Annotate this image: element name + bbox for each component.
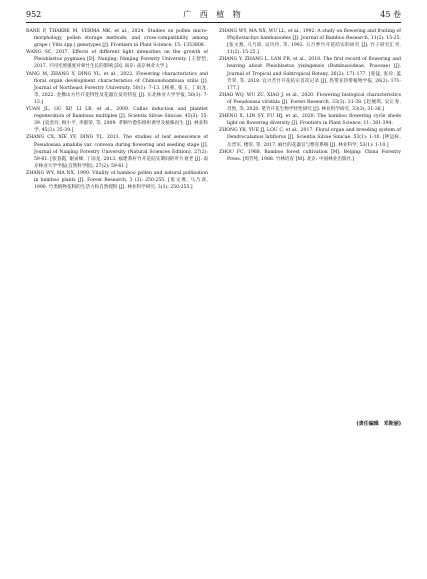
page-header [26,8,401,23]
reference-entry: ZHENG X, LIN SY, FU HJ, et al., 2020. The bamboo flowering cycle sheds light on flowering diversity [J]. Frontiers in Plant Science, 11: 381-394. [219,114,401,127]
reference-entry: WANG SC, 2017. Effects of different light intensities on the growth of Pleioblastus pygmaea [D]. Nanjing: Nanjing Forestry University. [王舒恺, 2017. 不同光照强度对翠竹生长的影响 [D]. 南京: 南京林业大学.] [26,50,208,70]
reference-entry: ZHOU FC, 1988. Bamboo forest cultivation [M]. Beijing: China Forestry Press. [周芳纯, 1988. 竹林培育 [M]. 北京: 中国林业出版社.] [219,149,401,162]
reference-entry: ZHONG YB, YUE JJ, LOU C, et al., 2017. Floral organ and breeding system of Dendrocalamus latiflorus [J]. Scientia Silvae Sinicae, 53(1): 1-10. [钟远标, 岳晋军, 楼崇, 等, 2017. 麻竹的花器官与繁育系统 [J]. 林业科学, 53(1): 1-10.] [219,128,401,148]
reference-entry: RANE P, THAKRE M, VERMA MK, et al., 2024. Studies on pollen micro-morphology, pollen storage methods, and cross-compatibility among grape ( Vitis spp.) genotypes [J]. Frontiers in Plant Science, 15: 1353808. [26,29,208,49]
references-left-column [26,28,208,191]
responsible-editor-note: (责任编辑 邓斯丽) [356,421,401,427]
reference-entry: ZHANG WY, MA NX, WU LL, et al., 1992. A study on flowering and fruiting of Phyllostachys bambusoides [J]. Journal of Bamboo Research, 11(2): 15-25. [张文燕, 马乃训, 吴玲玲, 等, 1992. 五月季竹开花结实的研究 [J]. 竹子研究汇刊, 11(2): 15-25.] [219,29,401,56]
reference-entry: ZHANG Y, ZHANG L, LAN FR, et al., 2018. The first record of flowering and bearing about Pleioblastus yixingensis (Bambusoideae, Poaceae) [J]. Journal of Tropical and Subtropical Botany, 26(2): 171-177. [张锰, 张玲, 蓝芳荣, 等, 2018. 宜兴苦竹开花结实首次记录 [J]. 热带亚热带植物学报, 26(2): 171-177.] [219,57,401,91]
reference-entry: ZHANG WY, MA NX, 1990. Vitality of bamboo pollen and natural pollination in bamboo plants [J]. Forest Research, 3 (3): 250-255. [张文燕, 马乃训, 1990. 竹类植物花粉的生活力和自然授粉 [J]. 林业科学研究, 3(3): 250-255.] [26,170,208,191]
references-right-column [219,28,401,163]
reference-entry: YANG M, ZHANG Y, DING YL, et al., 2022. Flowering characteristics and floral organ development characteristics of Chimonobambusa utilis [J]. Journal of Northeast Forestry University, 50(1): 7-13. [杨蒙, 张玉, 丁雨龙, 等, 2022. 金佛山方竹开花特性及花器官发育特征 [J]. 东北林业大学学报, 50(1): 7-13.] [26,71,208,105]
volume-label: 45 卷 [380,10,401,19]
page-number: 952 [26,10,42,19]
reference-entry: YUAN JL, GU XP, LI LB, et al., 2009. Callus induction and plantlet regeneration of Bambusa multiplex [J]. Scientia Silvae Sinicae, 45(3): 35-39. [袁金玲, 顾小平, 李群荣, 等, 2009. 孝顺竹愈伤组织诱导及植株再生 [J]. 林业科学, 45(3): 35-39.] [26,107,208,134]
reference-entry: ZHAO WQ, WU ZC, XIAO J, et al., 2020. Flowering biological characteristics of Pseudosasa viridula [J]. Forest Research, 33(3): 31-38. [赵琬琪, 吴正春, 肖致, 等, 2020. 笔竹开花生物学特性研究 [J]. 林业科学研究, 33(3): 31-38.] [219,92,401,113]
reference-entry: ZHANG CX, XIE YF, DING YL, 2013. The studies of leaf senescence of Pseudosasa amabilis var. convexa during flowering and seeding stage [J]. Journal of Nanjing Forestry University (Natural Sciences Edition), 27(2): 59-61. [张春霞, 谢寅峰, 丁雨龙, 2013. 福建茶秆竹开花结实期间的叶片衰老 [J]. 南京林业大学学报(自然科学版), 27(2): 59-61.] [26,135,208,169]
journal-title: 广 西 植 物 [183,10,244,19]
